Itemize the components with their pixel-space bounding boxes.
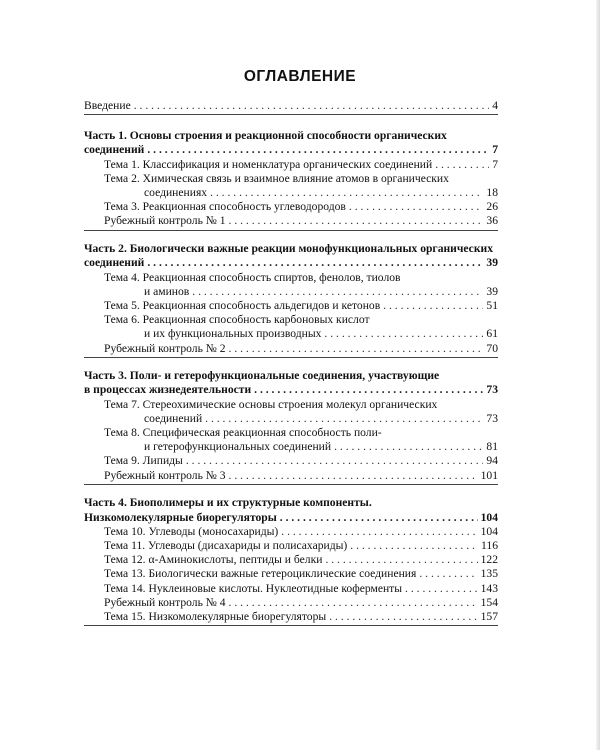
toc-entry[interactable] <box>84 553 498 567</box>
toc-part-heading-text: Часть 1. Основы строения и реакционной способности органических <box>84 129 447 143</box>
toc-entry[interactable] <box>84 200 498 214</box>
leader-dots <box>229 214 484 228</box>
toc-page-number: 81 <box>486 440 498 454</box>
toc-page-number: 104 <box>480 510 498 524</box>
toc-part-heading-text: в процессах жизнедеятельности <box>84 383 252 397</box>
toc-entry-text: Тема 6. Реакционная способность карбоновых кислот <box>104 313 370 327</box>
toc-parts <box>84 129 498 626</box>
toc-part-heading-text: Часть 3. Поли- и гетерофункциональные соединения, участвующие <box>84 369 440 383</box>
toc-entry-text: Рубежный контроль № 3 <box>104 468 226 482</box>
toc-entry-text: Тема 9. Липиды <box>104 454 183 468</box>
toc-part-heading-line[interactable] <box>84 129 498 143</box>
toc-page-number: 73 <box>486 383 498 397</box>
divider-rule <box>84 484 498 485</box>
toc-entry-text: Рубежный контроль № 2 <box>104 341 226 355</box>
toc-page-number: 143 <box>480 581 498 595</box>
leader-dots <box>281 525 477 539</box>
toc-entry[interactable] <box>84 299 498 313</box>
toc-part-heading-line[interactable] <box>84 242 498 256</box>
leader-dots <box>419 567 477 581</box>
toc-entry-text: Тема 5. Реакционная способность альдегидов и кетонов <box>104 298 381 312</box>
toc-entry-text: Тема 2. Химическая связь и взаимное влияние атомов в органических <box>104 171 449 185</box>
toc-page-number: 70 <box>486 341 498 355</box>
toc-page-number: 122 <box>480 553 498 567</box>
toc-entry-text: Тема 10. Углеводы (моносахариды) <box>104 524 279 538</box>
toc-part-heading[interactable] <box>84 511 498 525</box>
divider-rule <box>84 625 498 626</box>
toc-page-number: 39 <box>486 256 498 270</box>
toc-page-number: 116 <box>481 538 498 552</box>
toc-entry[interactable] <box>84 582 498 596</box>
toc-entry[interactable] <box>84 610 498 624</box>
table-of-contents <box>84 99 498 629</box>
page-edge-shadow <box>596 0 600 750</box>
toc-part-heading-line[interactable] <box>84 369 498 383</box>
leader-dots <box>229 596 478 610</box>
divider-rule <box>84 114 498 115</box>
leader-dots <box>186 454 484 468</box>
toc-page-number: 61 <box>486 327 498 341</box>
toc-part-heading-text: соединений <box>84 256 145 270</box>
toc-entry[interactable] <box>84 539 498 553</box>
toc-page-number: 36 <box>486 214 498 228</box>
toc-page-number: 94 <box>486 454 498 468</box>
toc-entry[interactable] <box>84 454 498 468</box>
toc-entry[interactable] <box>84 186 498 200</box>
toc-entry-text: Тема 14. Нуклеиновые кислоты. Нуклеотидные коферменты <box>104 581 403 595</box>
divider-rule <box>84 230 498 231</box>
toc-entry-text: соединениях <box>144 186 208 200</box>
toc-entry[interactable] <box>84 567 498 581</box>
toc-entry-text: Тема 7. Стереохимические основы строения молекул органических <box>104 397 438 411</box>
page-title: ОГЛАВЛЕНИЕ <box>243 68 357 85</box>
toc-page-number: 104 <box>480 524 498 538</box>
toc-entry[interactable] <box>84 342 498 356</box>
leader-dots <box>229 469 478 483</box>
toc-entry-line[interactable] <box>84 172 498 186</box>
leader-dots <box>192 285 483 299</box>
leader-dots <box>349 200 484 214</box>
toc-entry[interactable] <box>84 412 498 426</box>
toc-page-number: 26 <box>486 200 498 214</box>
toc-entry-intro[interactable] <box>84 99 498 113</box>
toc-entry-text: Рубежный контроль № 1 <box>104 214 226 228</box>
toc-part-heading[interactable] <box>84 256 498 270</box>
toc-entry-text: и гетерофункциональных соединений <box>144 440 332 454</box>
toc-entry[interactable] <box>84 596 498 610</box>
leader-dots <box>147 143 489 157</box>
toc-entry-line[interactable] <box>84 426 498 440</box>
toc-part-heading-text: соединений <box>84 143 145 157</box>
toc-part-heading-text: Низкомолекулярные биорегуляторы <box>84 510 277 524</box>
toc-page-number: 101 <box>480 468 498 482</box>
toc-entry-text: Тема 13. Биологически важные гетероциклические соединения <box>104 567 417 581</box>
leader-dots <box>334 440 483 454</box>
divider-rule <box>84 357 498 358</box>
toc-entry-text: и их функциональных производных <box>144 327 322 341</box>
leader-dots <box>435 158 489 172</box>
toc-entry[interactable] <box>84 327 498 341</box>
toc-entry-text: Тема 15. Низкомолекулярные биорегуляторы <box>104 610 327 623</box>
toc-entry[interactable] <box>84 158 498 172</box>
toc-entry[interactable] <box>84 285 498 299</box>
leader-dots <box>210 186 483 200</box>
toc-entry-text: соединений <box>144 411 203 425</box>
leader-dots <box>383 299 483 313</box>
leader-dots <box>350 539 478 553</box>
toc-page-number: 18 <box>486 186 498 200</box>
toc-entry-line[interactable] <box>84 271 498 285</box>
toc-entry[interactable] <box>84 440 498 454</box>
toc-entry-line[interactable] <box>84 313 498 327</box>
toc-page-number: 73 <box>486 411 498 425</box>
toc-part-2 <box>84 242 498 358</box>
toc-part-heading-line[interactable] <box>84 496 498 510</box>
toc-entry[interactable] <box>84 525 498 539</box>
toc-part-heading-text: Часть 2. Биологически важные реакции монофункциональных органических <box>84 242 493 256</box>
leader-dots <box>205 412 483 426</box>
leader-dots <box>229 342 484 356</box>
leader-dots <box>134 99 489 113</box>
toc-page-number: 4 <box>492 99 498 112</box>
leader-dots <box>324 327 483 341</box>
toc-entry-text: Тема 8. Специфическая реакционная способность поли- <box>104 426 382 440</box>
toc-part-1 <box>84 129 498 230</box>
toc-entry-text: и аминов <box>144 284 190 298</box>
toc-part-3 <box>84 369 498 485</box>
leader-dots <box>280 511 478 525</box>
toc-page-number: 157 <box>480 610 498 623</box>
toc-entry-text: Тема 11. Углеводы (дисахариды и полисахариды) <box>104 538 348 552</box>
toc-part-heading[interactable] <box>84 383 498 397</box>
toc-entry-line[interactable] <box>84 398 498 412</box>
toc-part-heading-text: Часть 4. Биополимеры и их структурные компоненты. <box>84 496 372 510</box>
toc-entry-text: Тема 3. Реакционная способность углеводородов <box>104 200 346 214</box>
toc-page-number: 7 <box>492 143 498 157</box>
toc-entry-text: Тема 4. Реакционная способность спиртов, фенолов, тиолов <box>104 270 401 284</box>
toc-page-number: 154 <box>480 595 498 609</box>
toc-entry-text: Введение <box>84 99 131 112</box>
leader-dots <box>329 610 477 624</box>
toc-part-4 <box>84 496 498 626</box>
toc-page-number: 7 <box>492 157 498 171</box>
toc-entry-text: Тема 1. Классификация и номенклатура органических соединений <box>104 157 433 171</box>
toc-entry-text: Рубежный контроль № 4 <box>104 595 226 609</box>
toc-page-number: 51 <box>486 298 498 312</box>
toc-page-number: 135 <box>480 567 498 581</box>
leader-dots <box>325 553 477 567</box>
leader-dots <box>147 256 483 270</box>
toc-page-number: 39 <box>486 284 498 298</box>
leader-dots <box>254 383 483 397</box>
toc-entry[interactable] <box>84 469 498 483</box>
toc-part-heading[interactable] <box>84 143 498 157</box>
toc-entry-text: Тема 12. α-Аминокислоты, пептиды и белки <box>104 553 323 567</box>
toc-entry[interactable] <box>84 214 498 228</box>
leader-dots <box>405 582 478 596</box>
